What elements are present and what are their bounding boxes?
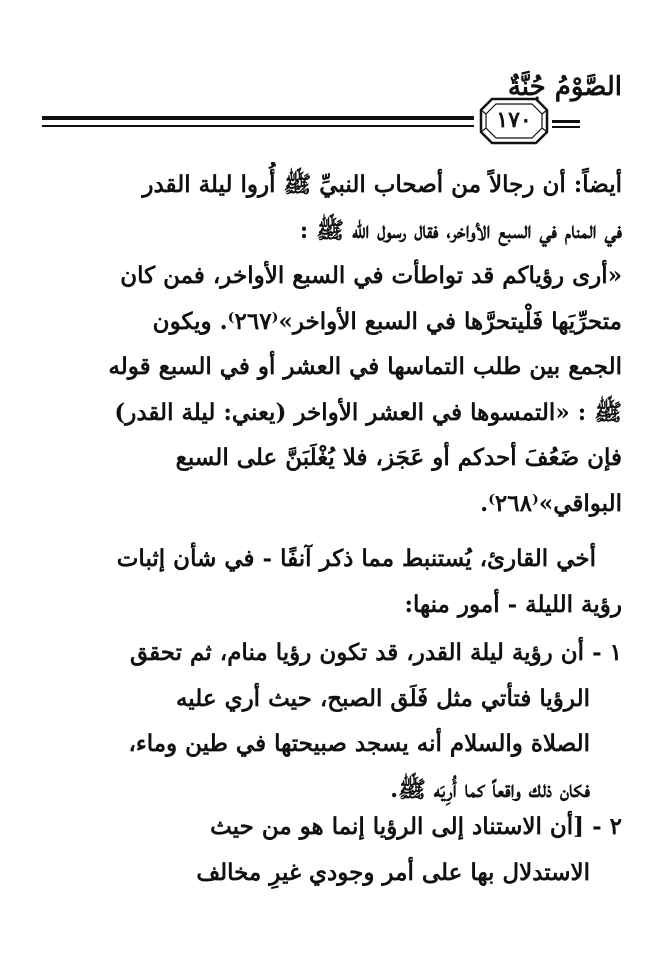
paragraph-line: الجمع بين طلب التماسها في العشر أو في السبع قوله: [108, 353, 622, 380]
paragraph-line: رؤية الليلة - أمور منها:: [404, 590, 622, 618]
side-rule-thick: [552, 120, 580, 123]
page-number-side-rule: [552, 120, 580, 128]
paragraph-line: متحرِّيَها فَلْيتحرَّها في السبع الأواخر»⁽٢٦٧⁾. ويكون: [152, 307, 622, 335]
header-rule-thick: [42, 116, 474, 120]
list-item-2: [42, 804, 622, 895]
paragraph-line: ١ - أن رؤية ليلة القدر، قد تكون رؤيا منام، ثم تحقق: [129, 639, 622, 666]
list-item-1: [42, 630, 622, 812]
paragraph-line: ٢ - [أن الاستناد إلى الرؤيا إنما هو من حيث: [210, 813, 622, 840]
paragraph-line: أخي القارئ، يُستنبط مما ذكر آنفًا - في شأن إثبات: [116, 545, 596, 572]
page-number-frame: [478, 96, 550, 146]
paragraph-line: الصلاة والسلام أنه يسجد صبيحتها في طين وماء،: [128, 730, 590, 757]
paragraph-line: فكان ذلك واقعاً كما أُرِيَه ﷺ.: [390, 775, 590, 803]
paragraph-line: في المنام في السبع الأواخر، فقال رسول الله ﷺ :: [299, 216, 622, 244]
paragraph-line: ﷺ : «التمسوها في العشر الأواخر (يعني: ليلة القدر): [114, 398, 622, 426]
header-rule-thin: [42, 125, 474, 127]
paragraph-2: [42, 536, 622, 627]
paragraph-line: أيضاً: أن رجالاً من أصحاب النبيِّ ﷺ أُروا ليلة القدر: [142, 171, 622, 198]
running-header-title: الصَّوْمُ جُنَّةٌ: [507, 72, 622, 102]
side-rule-thin: [552, 126, 580, 128]
paragraph-line: «أرى رؤياكم قد تواطأت في السبع الأواخر، فمن كان: [120, 262, 622, 289]
page-number: ١٧٠: [496, 107, 532, 133]
header-double-rule: [42, 116, 474, 130]
paragraph-line: الاستدلال بها على أمر وجودي غيرِ مخالف: [196, 858, 590, 886]
paragraph-line: الرؤيا فتأتي مثل فَلَق الصبح، حيث أري عليه: [175, 684, 590, 712]
paragraph-line: فإن ضَعُفَ أحدكم أو عَجَز، فلا يُغْلَبَنَّ على السبع: [175, 444, 622, 471]
paragraph-1: [42, 162, 622, 526]
paragraph-line: البواقي»⁽٢٦٨⁾.: [480, 489, 622, 517]
